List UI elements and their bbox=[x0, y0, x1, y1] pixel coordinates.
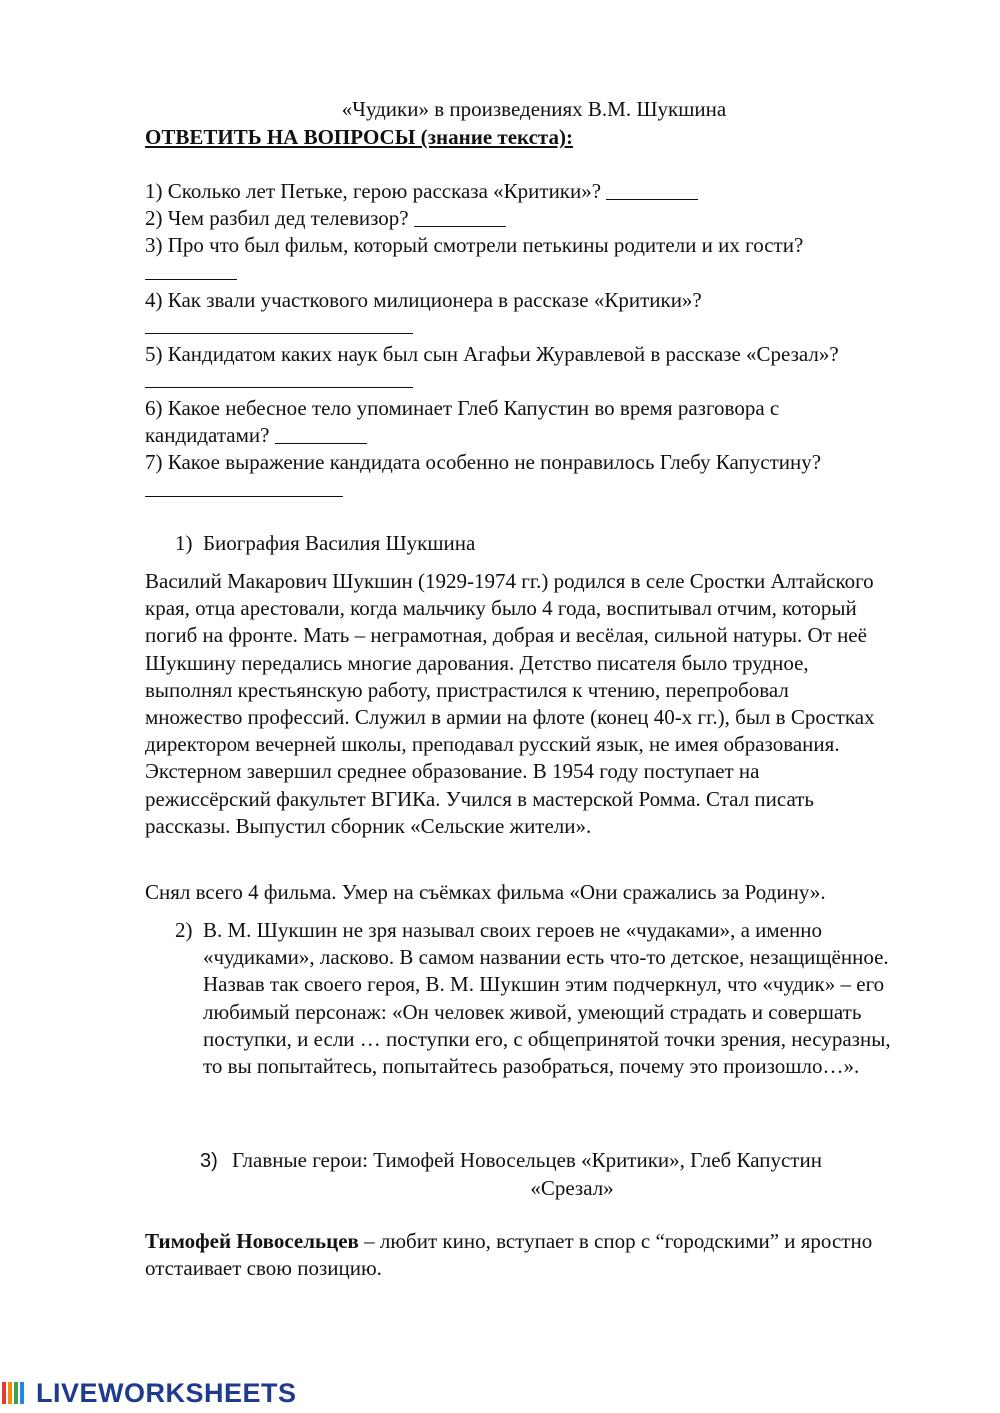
section-2-text: В. М. Шукшин не зря называл своих героев не «чудаками», а именно «чудиками», ласково. В самом названии есть что-то детское, незащищённое. Назвав так своего героя, В. М. Шукшин этим подчеркнул, что «чудик» – его любимый персонаж: «Он человек живой, умеющий страдать и совершать поступки, и если … поступки его, с общепринятой точки зрения, несуразны, то вы попытайтесь, попытайтесь разобраться, почему это произошло…». bbox=[203, 918, 891, 1079]
questions-heading: ОТВЕТИТЬ НА ВОПРОСЫ (знание текста): bbox=[145, 125, 573, 149]
biography-paragraph-2: Снял всего 4 фильма. Умер на съёмках фильма «Они сражались за Родину». bbox=[145, 880, 826, 904]
question-5: 5) Кандидатом каких наук был сын Агафьи Журавлевой в рассказе «Срезал»? bbox=[145, 341, 839, 366]
liveworksheets-logo-icon bbox=[0, 1378, 34, 1408]
biography-paragraph: Василий Макарович Шукшин (1929-1974 гг.) родился в селе Сростки Алтайского края, отца арестовали, когда мальчику было 4 года, воспитывал отчим, который погиб на фронте. Мать – неграмотная, добрая и весёлая, сильной натуры. От неё Шукшину передались многие дарования. Детство писателя было трудное, выполнял крестьянскую работу, пристрастился к чтению, перепробовал множество профессий. Служил в армии на флоте (конец 40-х гг.), был в Сростках директором вечерней школы, преподавал русский язык, не имея образования. Экстерном завершил среднее образование. В 1954 году поступает на режиссёрский факультет ВГИКа. Учился в мастерской Ромма. Стал писать рассказы. Выпустил сборник «Сельские жители». bbox=[145, 569, 875, 838]
question-2: 2) Чем разбил дед телевизор? bbox=[145, 205, 935, 232]
answer-blank-1[interactable] bbox=[606, 198, 698, 200]
answer-blank-3[interactable] bbox=[145, 278, 237, 280]
answer-blank-6[interactable] bbox=[275, 442, 367, 444]
logo-stripe bbox=[2, 1382, 6, 1404]
answer-blank-5[interactable] bbox=[145, 386, 413, 388]
logo-stripe bbox=[8, 1382, 12, 1404]
liveworksheets-logo-text: LIVEWORKSHEETS bbox=[36, 1377, 297, 1408]
questions-list: 1) Сколько лет Петьке, герою рассказа «Критики»? 2) Чем разбил дед телевизор? 3) Про что был фильм, который смотрели петькины родители и их гости? 4) Как звали участкового милиционера в рассказе «Критики»? 5) Кандидатом каких наук был сын Агафьи Журавлевой в рассказе «Срезал»? 6) Какое небесное тело упоминает Глеб Капустин во время разговора с кандидатами? 7) Какое выражение кандидата особенно не понравилось Глебу Капустину? bbox=[145, 178, 935, 504]
logo-stripe bbox=[20, 1382, 24, 1404]
answer-blank-2[interactable] bbox=[414, 225, 506, 227]
footer-branding bbox=[0, 1378, 297, 1408]
answer-blank-4[interactable] bbox=[145, 332, 413, 334]
section-2: 2) В. М. Шукшин не зря называл своих героев не «чудаками», а именно «чудиками», ласково. В самом названии есть что-то детское, незащищённое. Назвав так своего героя, В. М. Шукшин этим подчеркнул, что «чудик» – его любимый персонаж: «Он человек живой, умеющий страдать и совершать поступки, и если … поступки его, с общепринятой точки зрения, несуразны, то вы попытайтесь, попытайтесь разобраться, почему это произошло…». bbox=[175, 917, 915, 1080]
question-3: 3) Про что был фильм, который смотрели петькины родители и их гости? bbox=[145, 233, 804, 258]
question-1: 1) Сколько лет Петьке, герою рассказа «Критики»? bbox=[145, 178, 935, 205]
page-title: «Чудики» в произведениях В.М. Шукшина bbox=[341, 97, 727, 121]
section-1-heading: 1) Биография Василия Шукшина bbox=[175, 531, 476, 555]
section-3-line1: Главные герои: Тимофей Новосельцев «Критики», Глеб Капустин bbox=[232, 1148, 822, 1172]
question-6: 6) Какое небесное тело упоминает Глеб Капустин во время разговора с bbox=[145, 396, 780, 421]
question-4: 4) Как звали участкового милиционера в рассказе «Критики»? bbox=[145, 287, 702, 312]
section-3: 3) Главные герои: Тимофей Новосельцев «Критики», Глеб Капустин «Срезал» bbox=[200, 1147, 920, 1202]
hero-description: Тимофей Новосельцев – любит кино, вступает в спор с “городскими” и яростно отстаивает свою позицию. bbox=[145, 1229, 873, 1281]
question-7: 7) Какое выражение кандидата особенно не понравилось Глебу Капустину? bbox=[145, 450, 822, 475]
section-3-line2: «Срезал» bbox=[530, 1176, 614, 1200]
answer-blank-7[interactable] bbox=[145, 495, 343, 497]
logo-stripe bbox=[14, 1382, 18, 1404]
hero-name: Тимофей Новосельцев bbox=[145, 1229, 359, 1253]
